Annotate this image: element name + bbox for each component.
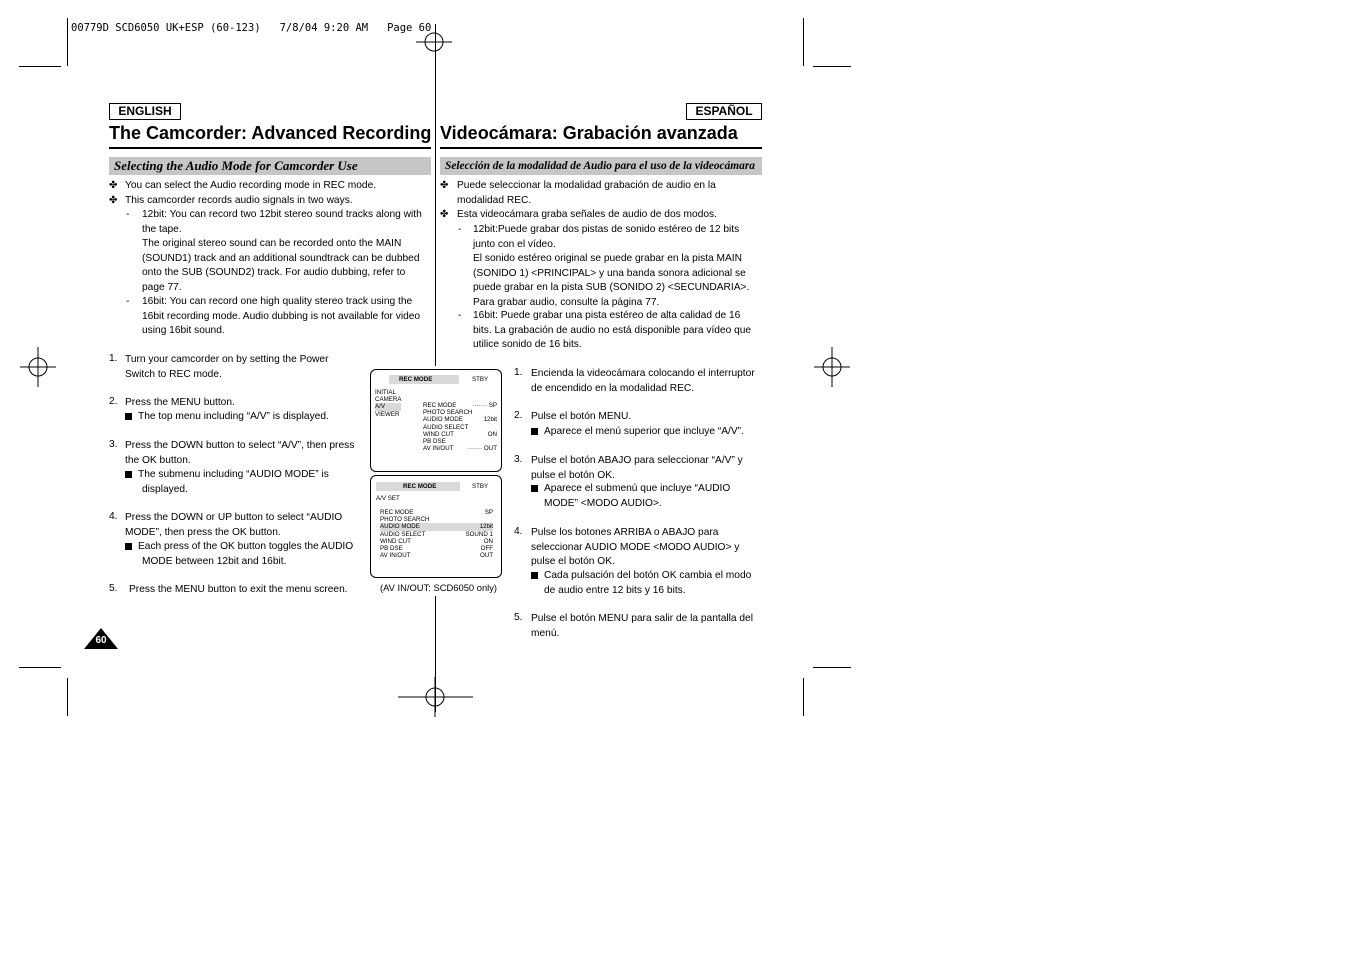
- dash-marker: -: [458, 224, 462, 235]
- menu-row: [380, 552, 493, 559]
- menu-label: PHOTO SEARCH: [380, 516, 430, 524]
- english-step-4: [125, 511, 342, 540]
- crop-mark: [813, 66, 851, 67]
- step-number: 2.: [514, 410, 523, 421]
- spanish-subtitle-text: Selección de la modalidad de Audio para el uso de la videocámara: [445, 160, 755, 172]
- crop-mark: [19, 66, 61, 67]
- menu-label: PB DSE: [423, 438, 446, 446]
- text-line: Para grabar audio, consulte la página 77.: [473, 296, 660, 308]
- spanish-step-4-note: [531, 569, 751, 598]
- spanish-title: Videocámara: Grabación avanzada: [440, 123, 738, 143]
- english-title: The Camcorder: Advanced Recording: [109, 123, 432, 143]
- screen-title: REC MODE: [399, 376, 433, 383]
- menu-value: ON: [487, 430, 497, 438]
- spanish-step-2: [531, 410, 631, 425]
- menu-label: PHOTO SEARCH: [423, 409, 473, 417]
- english-step-2: [125, 396, 235, 411]
- text-line: Aparece el menú superior que incluye “A/V”.: [544, 426, 744, 437]
- text-line: menú.: [531, 627, 560, 639]
- menu-row: [423, 438, 497, 445]
- step-number: 4.: [514, 526, 523, 537]
- menu-label: AUDIO MODE: [423, 416, 463, 424]
- menu-label: AUDIO MODE: [380, 523, 420, 531]
- step-number: 3.: [514, 454, 523, 465]
- text-line: Press the DOWN button to select “A/V”, then press: [125, 440, 355, 451]
- text-line: El sonido estéreo original se puede grabar en la pista MAIN: [473, 253, 742, 264]
- text-line: junto con el vídeo.: [473, 238, 556, 250]
- step-number: 2.: [109, 396, 118, 407]
- menu-label: AUDIO SELECT: [423, 423, 469, 431]
- text-line: Pulse el botón MENU para salir de la pantalla del: [531, 613, 753, 624]
- spanish-bullet-2: Esta videocámara graba señales de audio de dos modos.: [457, 209, 717, 220]
- cross-bullet-icon: ✤: [109, 195, 118, 206]
- screen-section: A/V SET: [376, 495, 400, 502]
- text-line: page 77.: [142, 281, 182, 293]
- dash-marker: -: [126, 296, 130, 307]
- english-step-2-note: [125, 410, 329, 425]
- center-gutter-line: [435, 24, 436, 366]
- text-line: Switch to REC mode.: [125, 368, 222, 380]
- text-line: pulse el botón OK.: [531, 469, 615, 481]
- text-line: 12bit:Puede grabar dos pistas de sonido estéreo de 12 bits: [473, 224, 740, 235]
- text-line: de audio entre 12 bits y 16 bits.: [544, 584, 686, 596]
- english-step-1: [125, 353, 328, 382]
- english-16bit-text: [142, 295, 432, 339]
- step-number: 5.: [514, 612, 523, 623]
- spanish-step-1: [531, 367, 755, 396]
- spanish-step-5: [531, 612, 753, 641]
- text-line: Puede seleccionar la modalidad grabación de audio en la: [457, 180, 716, 191]
- text-line: Pulse el botón MENU.: [531, 411, 632, 422]
- text-line: The submenu including “AUDIO MODE” is: [138, 469, 329, 480]
- english-label: ENGLISH: [109, 103, 181, 120]
- menu-value: SP: [484, 509, 493, 516]
- spanish-12bit-text: [473, 223, 763, 310]
- text-line: 16bit recording mode. Audio dubbing is not available for video: [142, 310, 421, 322]
- step-number: 1.: [109, 353, 118, 364]
- menu-value: 12bit: [483, 416, 497, 424]
- text-line: onto the SUB (SOUND2) track. For audio dubbing, refer to: [142, 267, 406, 278]
- crop-mark: [67, 18, 68, 66]
- text-line: puede grabar en la pista SUB (SONIDO 2) <SECUNDARIA>.: [473, 282, 750, 293]
- english-step-3: [125, 439, 354, 468]
- text-line: Pulse el botón ABAJO para seleccionar “A/V” y: [531, 455, 743, 466]
- print-header: 00779D SCD6050 UK+ESP (60-123) 7/8/04 9:20 AM Page 60: [71, 22, 432, 34]
- menu-value: OFF: [480, 545, 493, 553]
- page-number: 60: [95, 635, 107, 646]
- text-line: The top menu including “A/V” is displayed.: [138, 411, 329, 422]
- cross-bullet-icon: ✤: [440, 180, 449, 191]
- text-line: MODE” <MODO AUDIO>.: [544, 497, 662, 509]
- menu-item: CAMERA: [375, 396, 402, 404]
- text-line: Press the DOWN or UP button to select “AUDIO: [125, 512, 343, 523]
- spanish-bullet-1: [457, 179, 716, 208]
- menu-row: [380, 516, 493, 523]
- english-bullet: You can select the Audio recording mode in REC mode.: [125, 180, 377, 191]
- left-menu: [375, 389, 401, 418]
- spanish-step-2-note: [531, 425, 744, 440]
- menu-screen-top: [370, 369, 502, 472]
- text-line: Encienda la videocámara colocando el interruptor: [531, 368, 755, 379]
- square-bullet-icon: [531, 485, 538, 492]
- text-line: Cada pulsación del botón OK cambia el modo: [544, 570, 752, 581]
- screen-status: STBY: [472, 376, 489, 383]
- menu-row: [380, 509, 493, 516]
- crop-mark: [813, 667, 851, 668]
- step-number: 1.: [514, 367, 523, 378]
- step-number: 4.: [109, 511, 118, 522]
- square-bullet-icon: [531, 428, 538, 435]
- menu-label: WIND CUT: [423, 430, 454, 438]
- submenu: [380, 509, 493, 559]
- text-line: Turn your camcorder on by setting the Power: [125, 354, 329, 365]
- text-line: Pulse los botones ARRIBA o ABAJO para: [531, 527, 719, 538]
- menu-screen-bottom: [370, 475, 502, 578]
- menu-value: ······· SP: [472, 402, 497, 409]
- text-line: Each press of the OK button toggles the AUDIO: [138, 541, 354, 552]
- menu-row: [423, 445, 497, 452]
- square-bullet-icon: [125, 543, 132, 550]
- text-line: displayed.: [142, 483, 188, 495]
- menu-label: PB DSE: [380, 545, 403, 553]
- text-line: (SOUND1) track and an additional soundtrack can be dubbed: [142, 252, 420, 264]
- text-line: 12bit: You can record two 12bit stereo sound tracks along with: [142, 209, 422, 220]
- crop-mark: [19, 667, 61, 668]
- menu-row: [423, 409, 497, 416]
- text-line: seleccionar AUDIO MODE <MODO AUDIO> y: [531, 541, 740, 553]
- square-bullet-icon: [125, 471, 132, 478]
- spanish-step-3-note: [531, 482, 730, 511]
- menu-value: ······· OUT: [467, 445, 497, 453]
- step-number: 3.: [109, 439, 118, 450]
- espanol-label: ESPAÑOL: [686, 103, 762, 120]
- crop-mark: [803, 18, 804, 66]
- square-bullet-icon: [531, 572, 538, 579]
- dash-marker: -: [126, 209, 130, 220]
- right-menu: [423, 402, 497, 452]
- text-line: pulse el botón OK.: [531, 556, 615, 567]
- text-line: bits. La grabación de audio no está disponible para vídeo que: [473, 324, 752, 336]
- spanish-16bit-text: [473, 309, 763, 353]
- cross-bullet-icon: ✤: [440, 209, 449, 220]
- menu-row: [423, 424, 497, 431]
- menu-label: AV IN/OUT: [380, 552, 411, 560]
- text-line: Press the MENU button.: [125, 397, 235, 408]
- menu-item: A/V: [375, 403, 401, 410]
- spanish-step-3: [531, 454, 743, 483]
- text-line: utilice sonido de 16 bits.: [473, 339, 582, 350]
- menu-label: REC MODE: [423, 402, 457, 409]
- menu-item: VIEWER: [375, 410, 400, 418]
- registration-mark-icon: [414, 22, 454, 62]
- title-rule-left: [109, 147, 431, 149]
- menu-item: INITIAL: [375, 389, 396, 396]
- text-line: the tape.: [142, 223, 182, 235]
- text-line: the OK button.: [125, 454, 191, 466]
- english-12bit-text: [142, 208, 432, 295]
- menu-row-selected: [380, 523, 493, 530]
- menu-value: ON: [483, 537, 493, 545]
- step-number: 5.: [109, 583, 118, 594]
- menu-label: REC MODE: [380, 509, 414, 516]
- menu-row: [423, 431, 497, 438]
- text-line: Press the MENU button to exit the menu screen.: [129, 584, 348, 595]
- screen-caption: (AV IN/OUT: SCD6050 only): [380, 582, 498, 593]
- menu-value: OUT: [479, 552, 493, 560]
- menu-label: WIND CUT: [380, 537, 411, 545]
- menu-value: 12bit: [479, 523, 493, 531]
- text-line: MODE between 12bit and 16bit.: [142, 555, 287, 567]
- registration-mark-icon: [812, 347, 852, 387]
- text-line: using 16bit sound.: [142, 325, 225, 336]
- menu-row: [423, 416, 497, 423]
- spanish-step-4: [531, 526, 739, 570]
- menu-row: [380, 538, 493, 545]
- english-subtitle: [109, 157, 431, 175]
- screen-status: STBY: [472, 483, 489, 490]
- text-line: 16bit: Puede grabar una pista estéreo de alta calidad de 16: [473, 310, 741, 321]
- text-line: de encendido en la modalidad REC.: [531, 382, 695, 394]
- english-bullet: This camcorder records audio signals in two ways.: [125, 195, 353, 206]
- text-line: The original stereo sound can be recorded onto the MAIN: [142, 238, 402, 249]
- dash-marker: -: [458, 310, 462, 321]
- registration-mark-icon: [398, 677, 473, 717]
- english-step-3-note: [125, 468, 329, 497]
- menu-row: [423, 402, 497, 409]
- english-subtitle-text: Selecting the Audio Mode for Camcorder Use: [114, 158, 358, 173]
- menu-row: [380, 531, 493, 538]
- menu-label: AUDIO SELECT: [380, 530, 426, 538]
- cross-bullet-icon: ✤: [109, 180, 118, 191]
- spanish-subtitle: [440, 157, 762, 175]
- text-line: MODE”, then press the OK button.: [125, 526, 281, 538]
- menu-value: SOUND 1: [465, 530, 493, 538]
- text-line: Aparece el submenú que incluye “AUDIO: [544, 483, 731, 494]
- title-rule-right: [440, 147, 762, 149]
- menu-label: AV IN/OUT: [423, 445, 454, 453]
- screen-title: REC MODE: [403, 483, 437, 490]
- menu-row: [380, 545, 493, 552]
- english-step-4-note: [125, 540, 353, 569]
- text-line: 16bit: You can record one high quality stereo track using the: [142, 296, 413, 307]
- registration-mark-icon: [18, 347, 58, 387]
- crop-mark: [67, 678, 68, 716]
- english-step-5: [129, 583, 348, 598]
- text-line: modalidad REC.: [457, 194, 532, 206]
- square-bullet-icon: [125, 413, 132, 420]
- text-line: (SONIDO 1) <PRINCIPAL> y una banda sonora adicional se: [473, 267, 746, 279]
- crop-mark: [803, 678, 804, 716]
